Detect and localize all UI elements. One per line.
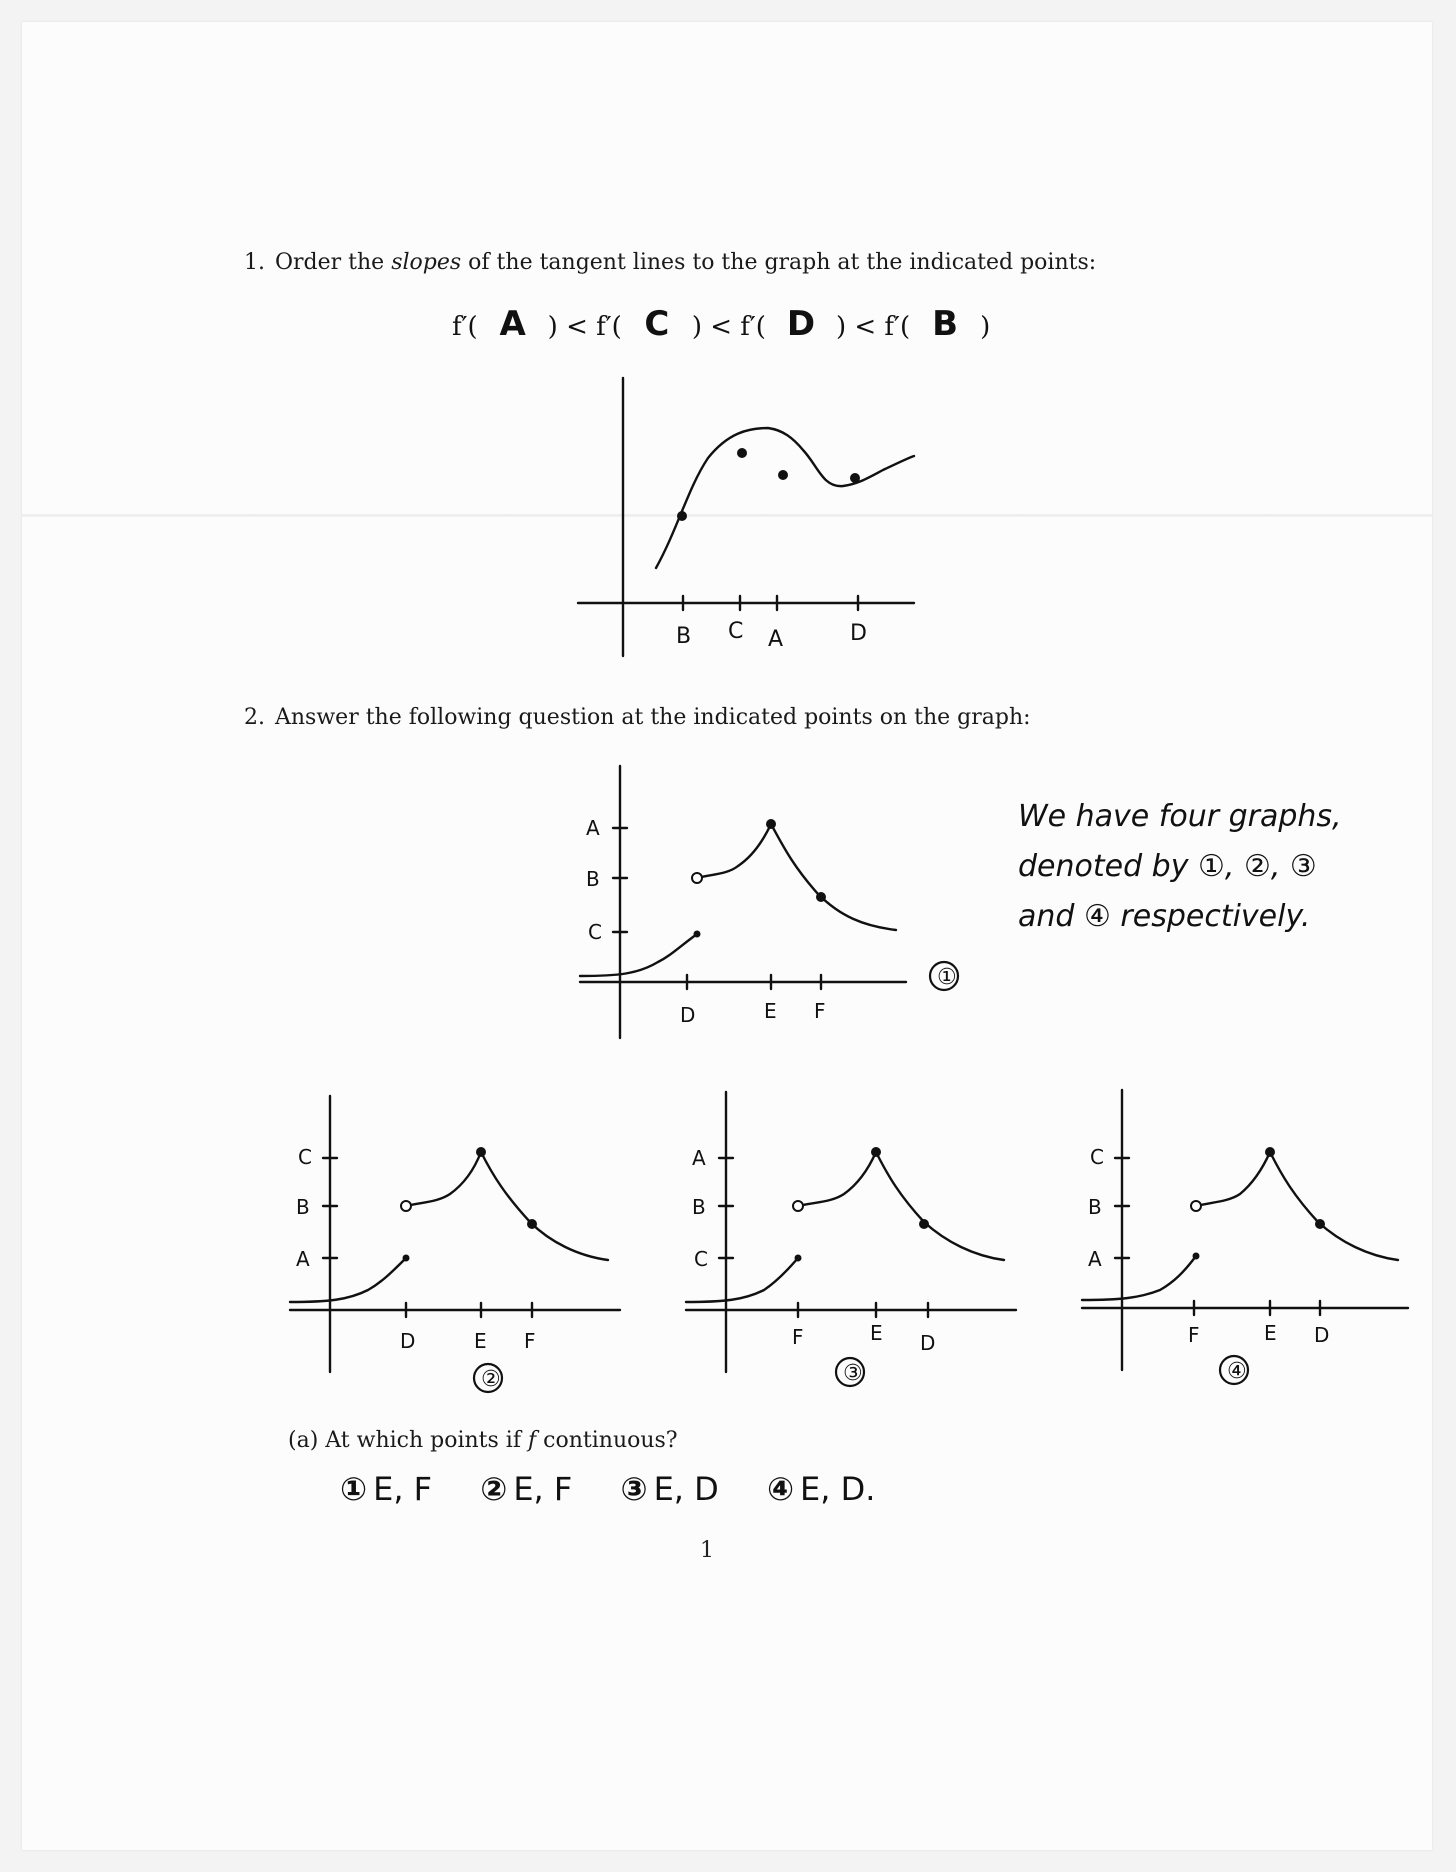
part-a-label: (a) [288,1428,319,1453]
peak-point [871,1147,881,1157]
x-label-3: F [524,1329,536,1353]
point-d [1315,1219,1325,1229]
y-label-2: B [1088,1195,1102,1219]
point-a [778,470,788,480]
x-label-1: F [792,1325,804,1349]
answer-3 [620,1470,718,1508]
closed-point [403,1255,410,1262]
question-1-text-after: of the tangent lines to the graph at the indicated points: [468,250,1097,275]
point-f [816,892,826,902]
answer-4-text: E, D. [800,1470,876,1508]
note-line-1: We have four graphs, [1018,799,1342,834]
graph-1-id: ① [937,965,957,990]
y-label-1: A [586,816,600,840]
open-point [793,1201,803,1211]
question-1-number: 1. [244,250,265,275]
x-label-1: D [400,1329,416,1353]
closed-point [795,1255,802,1262]
graph-3-id: ③ [843,1361,863,1386]
curve-right [798,1152,1004,1260]
question-1 [244,250,1096,275]
answer-2 [480,1470,572,1508]
answer-3-circle: ③ [620,1470,648,1508]
fprime-label: f′( [596,312,622,342]
part-a-text-before: At which points if [325,1428,521,1453]
open-point [1191,1201,1201,1211]
fprime-label: f′( [884,312,911,342]
q1-graph [578,378,918,658]
x-label-3: D [1314,1323,1330,1347]
x-label-2: E [474,1329,487,1353]
y-label-1: C [298,1145,312,1169]
x-label-2: E [1264,1321,1277,1345]
question-2-text: Answer the following question at the indicated points on the graph: [275,705,1031,730]
y-label-1: A [692,1146,706,1170]
answer-1-text: E, F [373,1470,433,1508]
answer-2-text: E, F [513,1470,573,1508]
graph-4 [1080,1090,1420,1390]
handwritten-note [1018,792,1348,942]
slope-answer-2: C [644,304,670,344]
open-point [401,1201,411,1211]
point-f [527,1219,537,1229]
curve-right [1196,1152,1398,1260]
fprime-label: f′( [452,312,478,342]
closed-point [1193,1253,1200,1260]
y-label-2: B [692,1195,706,1219]
part-a-question [288,1428,678,1453]
curve-right [406,1152,608,1260]
y-label-2: B [296,1195,310,1219]
x-label-4: D [850,621,867,646]
graph-3 [684,1092,1024,1392]
question-1-italic-word: slopes [391,250,462,275]
less-than-sign: ) < [547,312,588,342]
point-d [919,1219,929,1229]
less-than-sign: ) < [691,312,733,342]
curve-right [697,824,896,930]
note-line-2: denoted by ①, ②, ③ [1018,849,1317,884]
page-number: 1 [700,1538,714,1563]
peak-point [1265,1147,1275,1157]
x-label-3: F [814,999,826,1023]
fprime-label: f′( [740,312,766,342]
question-1-text-before: Order the [275,250,385,275]
x-label-2: C [728,619,744,644]
x-label-2: E [764,999,777,1023]
part-a-answers [340,1470,913,1508]
closed-point [694,931,701,938]
part-a-var: f [528,1428,537,1453]
x-label-1: B [676,624,692,649]
x-label-3: A [768,627,784,652]
question-2 [244,705,1031,730]
answer-4-circle: ④ [766,1470,795,1508]
y-label-3: C [588,920,602,944]
y-label-1: C [1090,1145,1104,1169]
peak-point [476,1147,486,1157]
point-d [850,473,860,483]
slope-answer-4: B [932,304,959,344]
q1-curve [656,428,914,568]
x-label-1: F [1188,1323,1200,1347]
x-label-3: D [920,1331,936,1355]
question-2-number: 2. [244,705,265,730]
slope-answer-1: A [499,304,526,344]
answer-1 [340,1470,432,1508]
x-label-2: E [870,1321,883,1345]
graph-1 [578,766,978,1046]
y-label-3: A [1088,1247,1102,1271]
point-b [677,511,687,521]
graph-4-id: ④ [1227,1359,1247,1384]
slope-order-line [452,304,990,344]
answer-3-text: E, D [653,1470,719,1508]
close-paren: ) [980,312,991,342]
answer-2-circle: ② [480,1470,508,1508]
open-point [692,873,702,883]
peak-point [766,819,776,829]
y-label-3: C [694,1247,708,1271]
y-label-3: A [296,1247,310,1271]
less-than-sign: ) < [835,312,877,342]
graph-2 [288,1096,628,1396]
answer-4 [767,1470,875,1508]
y-label-2: B [586,867,600,891]
part-a-text-after: continuous? [543,1428,678,1453]
note-line-3: and ④ respectively. [1018,899,1311,934]
slope-answer-3: D [786,304,816,344]
answer-1-circle: ① [340,1470,368,1508]
point-c [737,448,747,458]
x-label-1: D [680,1003,696,1027]
graph-2-id: ② [481,1367,501,1392]
